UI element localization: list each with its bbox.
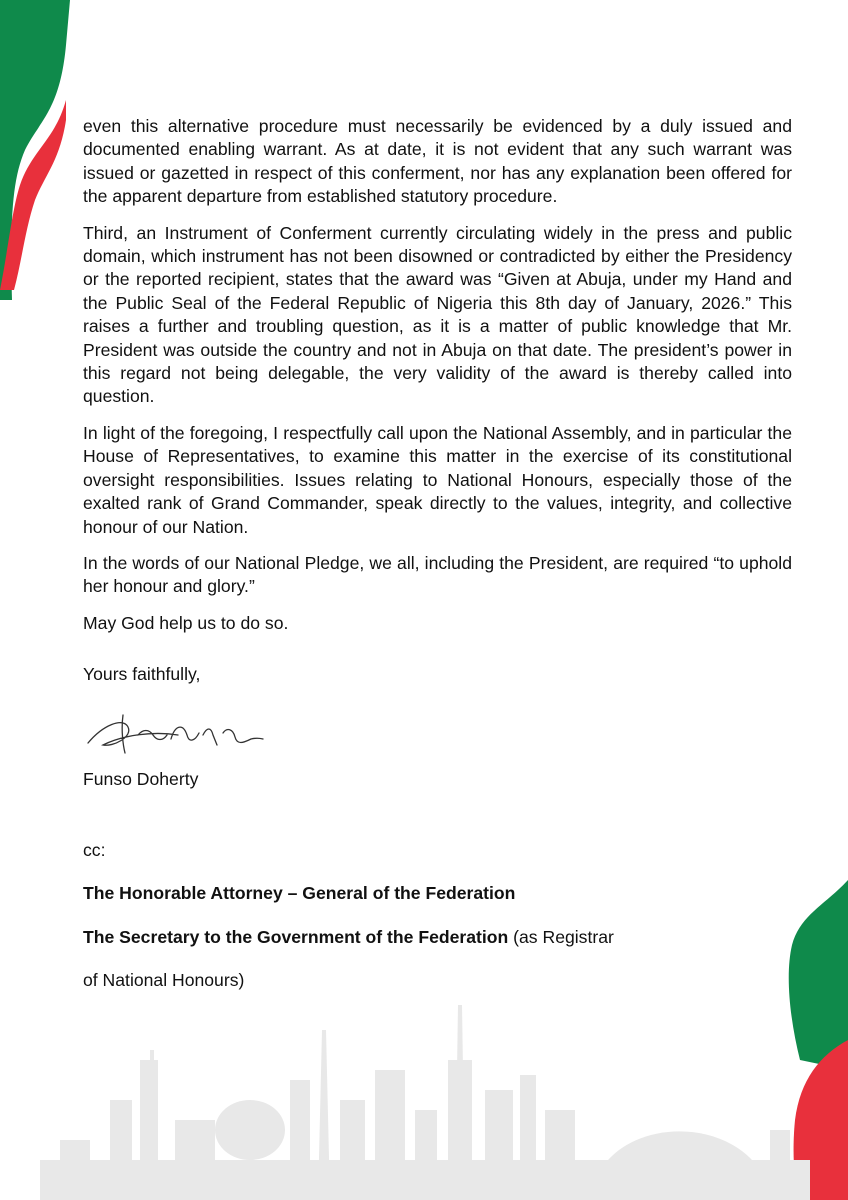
handwritten-signature <box>83 705 273 760</box>
cc-label: cc: <box>83 839 106 860</box>
cc-recipient-sgf <box>83 926 792 949</box>
cc-recipient-attorney-general <box>83 882 792 905</box>
right-green-ribbon <box>789 880 848 1070</box>
paragraph-national-assembly: In light of the foregoing, I respectfully call upon the National Assembly, and in particular the House of Representatives, to examine this matter in the exercise of its constitutional oversight responsibilities. Issues relating to National Honours, especially those of the exalted rank of Grand Commander, speak directly to the values, integrity, and collective honour of our Nation. <box>83 422 792 537</box>
cc-recipient-sgf-note-continued: of National Honours) <box>83 970 245 991</box>
cc-recipient-attorney-general-text: The Honorable Attorney – General of the Federation <box>83 883 516 904</box>
letter-body <box>83 115 792 993</box>
paragraph-prayer: May God help us to do so. <box>83 612 289 633</box>
signatory-name: Funso Doherty <box>83 768 199 789</box>
cc-recipient-sgf-note: (as Registrar <box>508 926 614 947</box>
paragraph-national-pledge: In the words of our National Pledge, we all, including the President, are required “to uphold her honour and glory.” <box>83 552 792 597</box>
closing-salutation: Yours faithfully, <box>83 664 201 685</box>
paragraph-warrant: even this alternative procedure must necessarily be evidenced by a duly issued and documented enabling warrant. As at date, it is not evident that any such warrant was issued or gazetted in respect of this conferment, nor has any explanation been offered for the apparent departure from established statutory procedure. <box>83 116 792 207</box>
paragraph-instrument-of-conferment: Third, an Instrument of Conferment currently circulating widely in the press and public domain, which instrument has not been disowned or contradicted by either the Presidency or the reported recipient, states that the award was “Given at Abuja, under my Hand and the Public Seal of the Federal Republic of Nigeria this 8th day of January, 2026.” This raises a further and troubling question, as it is a matter of public knowledge that Mr. President was outside the country and not in Abuja on that date. The president’s power in this regard not being delegable, the very validity of the award is thereby called into question. <box>83 222 792 407</box>
cc-recipient-sgf-title: The Secretary to the Government of the Federation <box>83 926 509 947</box>
city-skyline-illustration <box>40 1005 810 1200</box>
